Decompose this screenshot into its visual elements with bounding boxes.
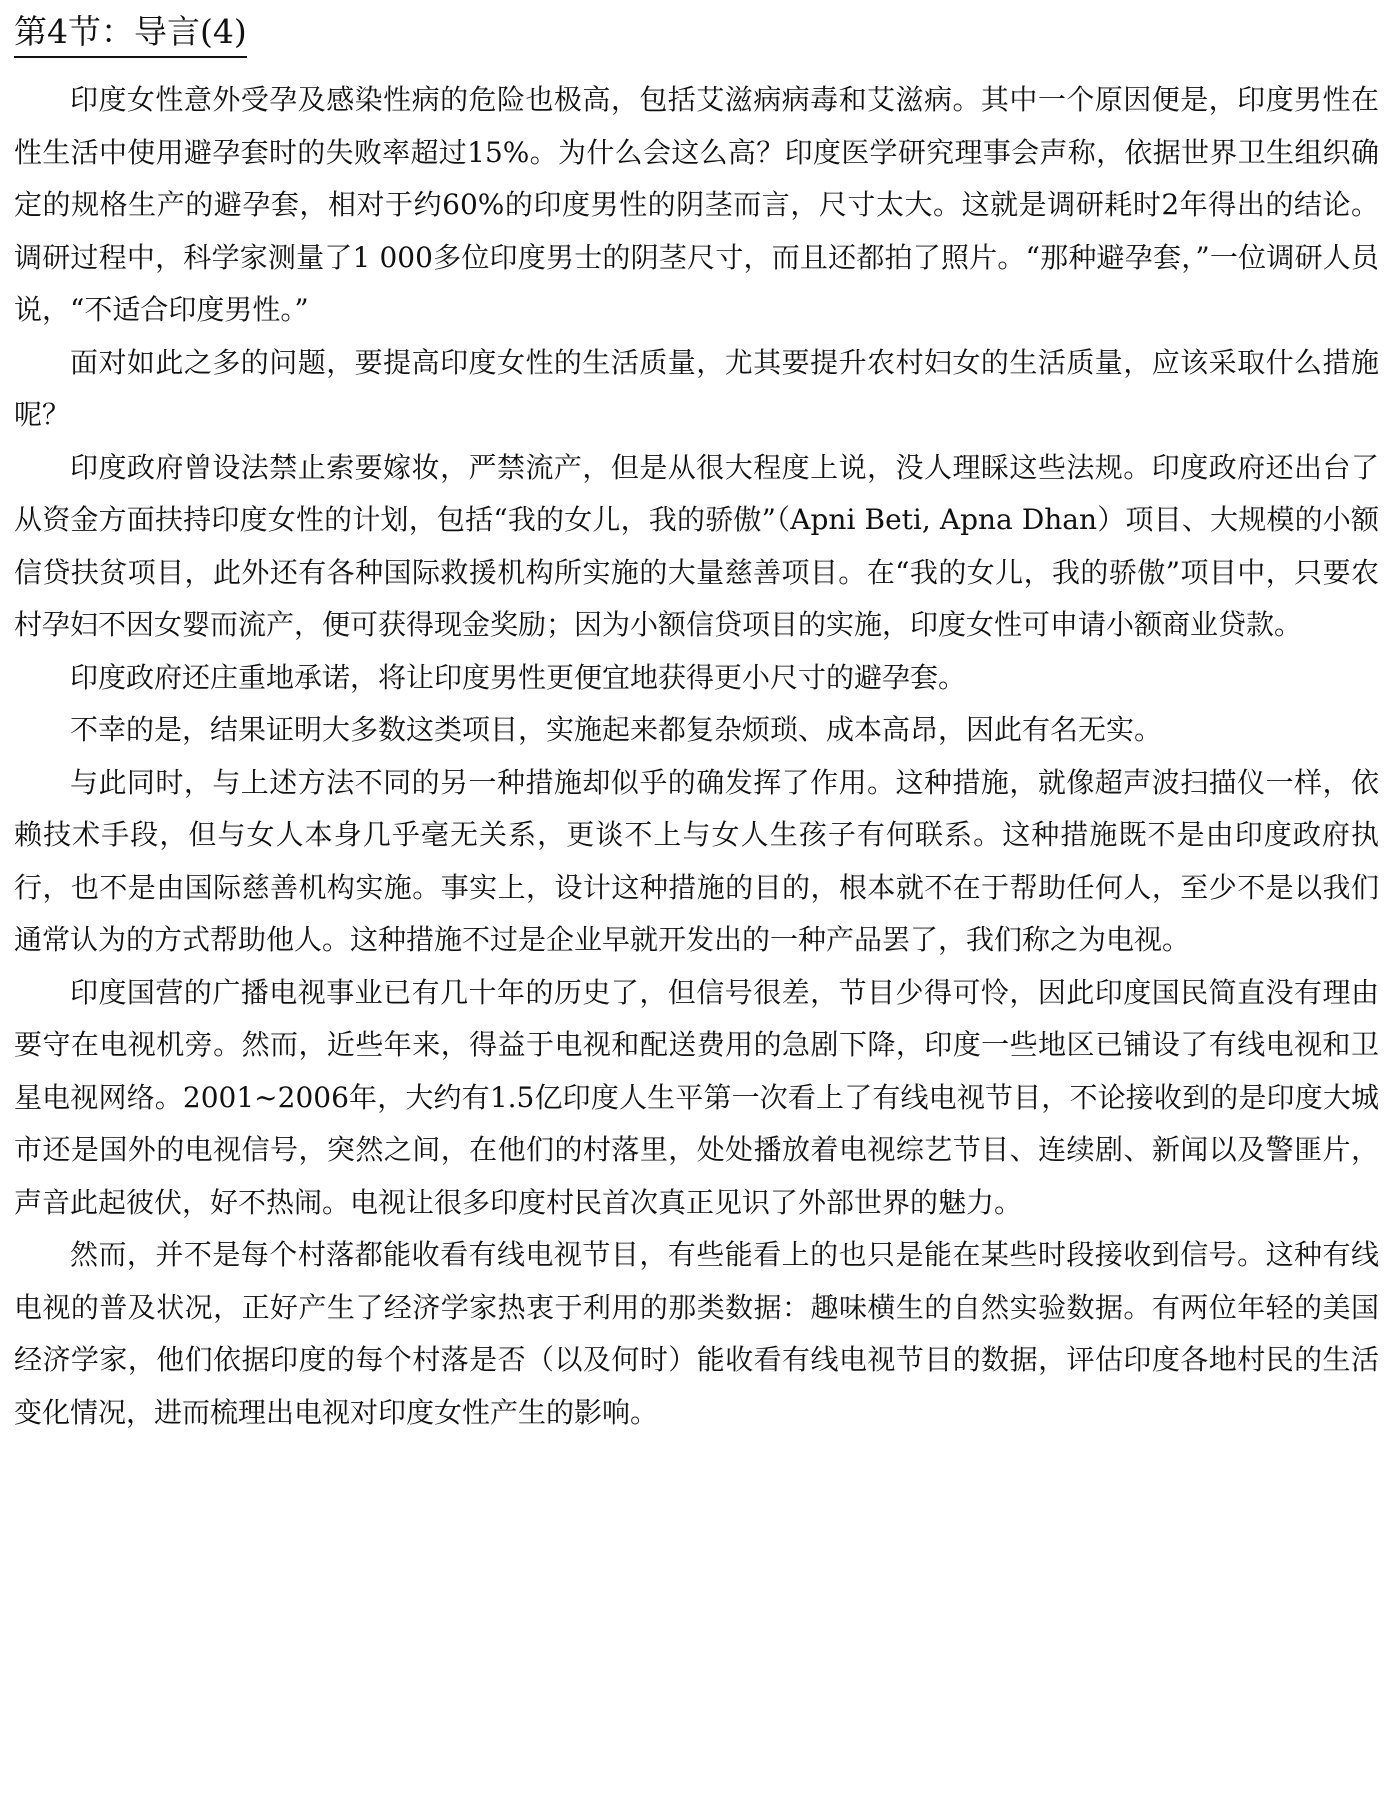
section-title: 第4节：导言(4) xyxy=(14,8,247,58)
paragraph: 印度政府曾设法禁止索要嫁妆，严禁流产，但是从很大程度上说，没人理睬这些法规。印度政府还出台了从资金方面扶持印度女性的计划，包括“我的女儿，我的骄傲”（Apni Beti, Apna Dhan）项目、大规模的小额信贷扶贫项目，此外还有各种国际救援机构所实施的大量慈善项目。在“我的女儿，我的骄傲”项目中，只要农村孕妇不因女婴而流产，便可获得现金奖励；因为小额信贷项目的实施，印度女性可申请小额商业贷款。 xyxy=(14,450,1379,641)
paragraph: 面对如此之多的问题，要提高印度女性的生活质量，尤其要提升农村妇女的生活质量，应该采取什么措施呢？ xyxy=(14,345,1379,431)
paragraph: 与此同时，与上述方法不同的另一种措施却似乎的确发挥了作用。这种措施，就像超声波扫描仪一样，依赖技术手段，但与女人本身几乎毫无关系，更谈不上与女人生孩子有何联系。这种措施既不是由印度政府执行，也不是由国际慈善机构实施。事实上，设计这种措施的目的，根本就不在于帮助任何人，至少不是以我们通常认为的方式帮助他人。这种措施不过是企业早就开发出的一种产品罢了，我们称之为电视。 xyxy=(14,765,1379,956)
paragraph: 印度国营的广播电视事业已有几十年的历史了，但信号很差，节目少得可怜，因此印度国民简直没有理由要守在电视机旁。然而，近些年来，得益于电视和配送费用的急剧下降，印度一些地区已铺设了有线电视和卫星电视网络。2001~2006年，大约有1.5亿印度人生平第一次看上了有线电视节目，不论接收到的是印度大城市还是国外的电视信号，突然之间，在他们的村落里，处处播放着电视综艺节目、连续剧、新闻以及警匪片，声音此起彼伏，好不热闹。电视让很多印度村民首次真正见识了外部世界的魅力。 xyxy=(14,975,1379,1219)
paragraph: 然而，并不是每个村落都能收看有线电视节目，有些能看上的也只是能在某些时段接收到信号。这种有线电视的普及状况，正好产生了经济学家热衷于利用的那类数据：趣味横生的自然实验数据。有两位年轻的美国经济学家，他们依据印度的每个村落是否（以及何时）能收看有线电视节目的数据，评估印度各地村民的生活变化情况，进而梳理出电视对印度女性产生的影响。 xyxy=(14,1238,1379,1429)
document-page xyxy=(14,8,1379,1439)
paragraph: 不幸的是，结果证明大多数这类项目，实施起来都复杂烦琐、成本高昂，因此有名无实。 xyxy=(70,713,1163,746)
paragraph: 印度政府还庄重地承诺，将让印度男性更便宜地获得更小尺寸的避孕套。 xyxy=(70,660,967,694)
paragraph: 印度女性意外受孕及感染性病的危险也极高，包括艾滋病病毒和艾滋病。其中一个原因便是，印度男性在性生活中使用避孕套时的失败率超过15%。为什么会这么高？印度医学研究理事会声称，依据世界卫生组织确定的规格生产的避孕套，相对于约60%的印度男性的阴茎而言，尺寸太大。这就是调研耗时2年得出的结论。调研过程中，科学家测量了1 000多位印度男士的阴茎尺寸，而且还都拍了照片。“那种避孕套，”一位调研人员说，“不适合印度男性。” xyxy=(14,83,1379,326)
